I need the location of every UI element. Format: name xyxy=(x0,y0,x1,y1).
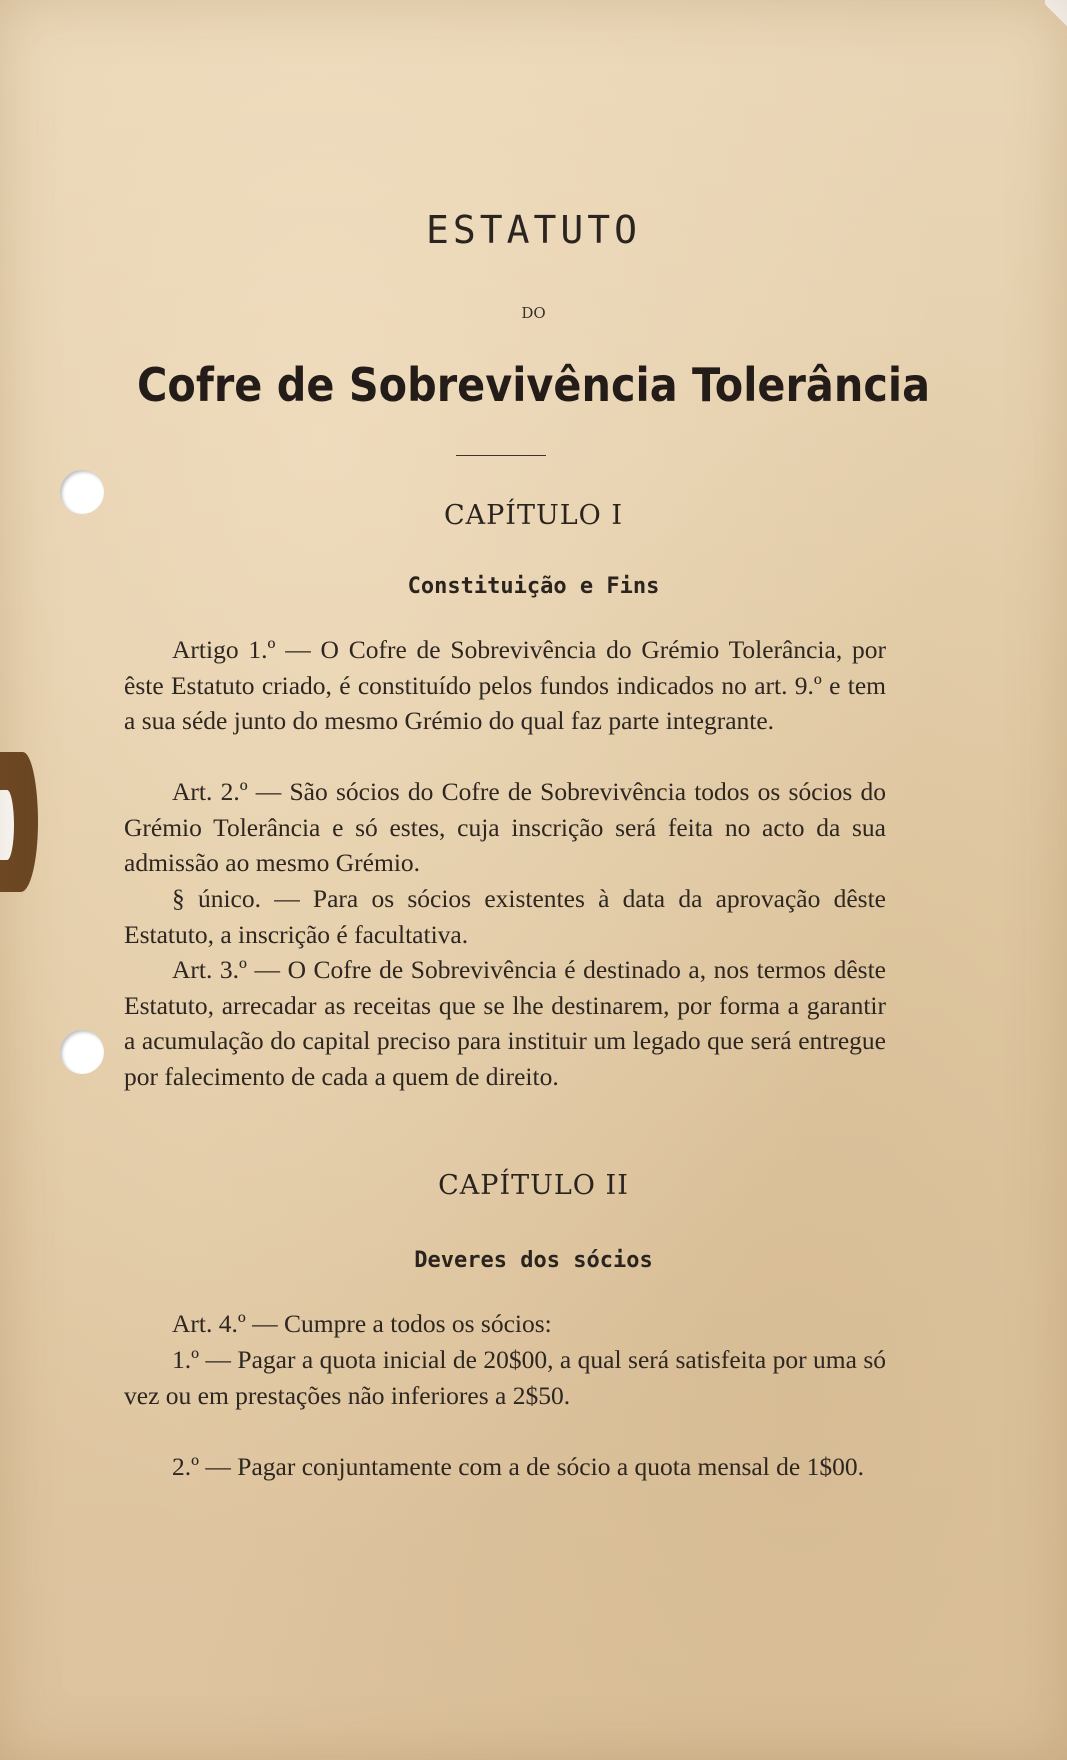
article-3: Art. 3.º — O Cofre de Sobrevivência é destinado a, nos termos dêste Estatuto, arrecadar as receitas que se lhe destinarem, por forma a garantir a acumulação do capital preciso para instituir um legado que será entregue por falecimento de cada a quem de direito. xyxy=(124,955,886,1091)
title-connector: DO xyxy=(521,304,546,322)
article-4: Art. 4.º — Cumpre a todos os sócios: xyxy=(172,1309,552,1338)
chapter-1-subtitle: Constituição e Fins xyxy=(407,574,660,599)
chapter-2-subtitle: Deveres dos sócios xyxy=(414,1248,653,1273)
page-corner xyxy=(1045,0,1067,30)
entity-name: Cofre de Sobrevivência Tolerância xyxy=(136,358,931,412)
paper-tear-gap xyxy=(0,790,14,860)
chapter-2-heading: CAPÍTULO II xyxy=(438,1170,629,1201)
punch-hole-bottom xyxy=(60,1030,104,1074)
title-divider xyxy=(456,455,546,456)
article-2: Art. 2.º — São sócios do Cofre de Sobrevivência todos os sócios do Grémio Tolerância e só estes, cuja inscrição será feita no acto da sua admissão ao mesmo Grémio. xyxy=(124,777,886,877)
article-1: Artigo 1.º — O Cofre de Sobrevivência do Grémio Tolerância, por êste Estatuto criado, é constituído pelos fundos indicados no art. 9.º e tem a sua séde junto do mesmo Grémio do qual faz parte integrante. xyxy=(124,635,886,735)
document-title: ESTATUTO xyxy=(425,208,642,252)
article-4-item-1: 1.º — Pagar a quota inicial de 20$00, a qual será satisfeita por uma só vez ou em prestações não inferiores a 2$50. xyxy=(124,1345,886,1410)
chapter-1-heading: CAPÍTULO I xyxy=(443,500,624,531)
article-4-item-2: 2.º — Pagar conjuntamente com a de sócio a quota mensal de 1$00. xyxy=(172,1452,864,1481)
article-2-single-paragraph: § único. — Para os sócios existentes à data da aprovação dêste Estatuto, a inscrição é facultativa. xyxy=(124,884,886,949)
